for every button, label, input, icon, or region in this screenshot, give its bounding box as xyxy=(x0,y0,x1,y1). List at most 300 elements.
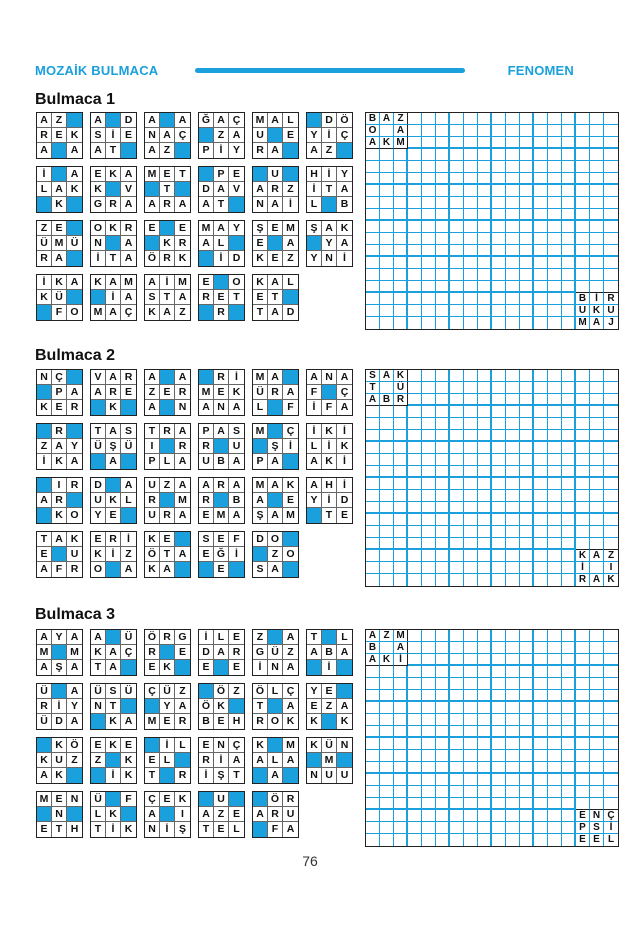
grid-cell xyxy=(604,269,618,281)
mosaic-tile xyxy=(252,629,299,676)
tile-cell: İ xyxy=(37,167,52,182)
grid-cell xyxy=(492,750,506,762)
tile-cell: A xyxy=(145,275,160,290)
tile-cell: Ç xyxy=(337,385,352,400)
grid-cell xyxy=(520,382,534,394)
mosaic-tile xyxy=(198,220,245,267)
grid-cell xyxy=(380,418,394,430)
grid-cell xyxy=(604,738,618,750)
grid-cell xyxy=(450,526,464,538)
grid-cell xyxy=(450,750,464,762)
tile-cell: A xyxy=(121,478,136,493)
grid-cell xyxy=(366,738,380,750)
grid-cell xyxy=(604,233,618,245)
grid-cell xyxy=(408,125,422,137)
grid-letter-cell: A xyxy=(590,550,604,562)
tile-cell: E xyxy=(106,508,121,523)
grid-letter-cell: S xyxy=(590,822,604,834)
tile-cell: I xyxy=(175,807,190,822)
grid-cell xyxy=(520,281,534,293)
grid-cell xyxy=(534,562,548,574)
grid-cell xyxy=(464,786,478,798)
tile-cell: V xyxy=(121,182,136,197)
grid-cell xyxy=(590,678,604,690)
tile-cell: T xyxy=(253,699,268,714)
grid-cell xyxy=(604,370,618,382)
grid-letter-cell: A xyxy=(394,125,408,137)
grid-cell xyxy=(478,418,492,430)
tile-cell: F xyxy=(287,401,294,413)
grid-cell xyxy=(478,430,492,442)
tile-cell: R xyxy=(160,251,175,266)
tile-cell: Y xyxy=(307,251,322,266)
grid-cell xyxy=(506,834,520,846)
grid-cell xyxy=(366,149,380,161)
tile-cell: İ xyxy=(160,738,175,753)
tile-shaded-cell xyxy=(283,562,298,577)
grid-cell xyxy=(492,173,506,185)
grid-cell xyxy=(562,702,576,714)
grid-cell xyxy=(380,774,394,786)
tile-shaded-cell xyxy=(52,645,67,660)
grid-cell xyxy=(492,442,506,454)
tile-cell: A xyxy=(70,455,79,467)
tile-cell: R xyxy=(106,197,121,212)
grid-cell xyxy=(576,738,590,750)
tile-cell: Ü xyxy=(52,290,67,305)
tile-shaded-cell xyxy=(91,714,106,729)
tile-cell: A xyxy=(268,197,283,212)
tile-cell: R xyxy=(175,385,190,400)
tile-cell: İ xyxy=(214,143,229,158)
grid-cell xyxy=(506,281,520,293)
grid-cell xyxy=(394,762,408,774)
grid-cell xyxy=(366,281,380,293)
grid-cell xyxy=(464,810,478,822)
tile-shaded-cell xyxy=(52,684,67,699)
mosaic-tile xyxy=(144,274,191,321)
mosaic-tile xyxy=(144,166,191,213)
grid-cell xyxy=(492,257,506,269)
grid-cell xyxy=(422,113,436,125)
grid-cell xyxy=(520,257,534,269)
grid-letter-cell: A xyxy=(380,113,394,125)
tile-cell: A xyxy=(106,424,121,439)
grid-cell xyxy=(366,466,380,478)
grid-cell xyxy=(450,630,464,642)
tile-shaded-cell xyxy=(268,493,283,508)
grid-cell xyxy=(450,233,464,245)
tile-cell: K xyxy=(337,439,352,454)
tile-shaded-cell xyxy=(214,439,229,454)
grid-cell xyxy=(408,209,422,221)
grid-cell xyxy=(590,514,604,526)
grid-cell xyxy=(562,526,576,538)
tile-cell: M xyxy=(37,792,52,807)
grid-letter-cell: T xyxy=(366,382,380,394)
tile-cell: M xyxy=(283,221,298,236)
grid-cell xyxy=(590,466,604,478)
tile-cell: L xyxy=(175,738,190,753)
grid-cell xyxy=(464,125,478,137)
tile-shaded-cell xyxy=(91,454,106,469)
mosaic-tile xyxy=(198,166,245,213)
grid-cell xyxy=(436,750,450,762)
tile-shaded-cell xyxy=(283,454,298,469)
grid-cell xyxy=(548,526,562,538)
tile-shaded-cell xyxy=(199,792,214,807)
tile-cell: R xyxy=(145,645,160,660)
grid-cell xyxy=(590,762,604,774)
grid-cell xyxy=(562,185,576,197)
tile-shaded-cell xyxy=(37,478,52,493)
grid-cell xyxy=(450,490,464,502)
mosaic-tile xyxy=(90,683,137,730)
grid-cell xyxy=(422,454,436,466)
grid-cell xyxy=(590,786,604,798)
grid-cell xyxy=(534,382,548,394)
tile-cell: K xyxy=(106,714,121,729)
grid-cell xyxy=(436,538,450,550)
grid-cell xyxy=(590,137,604,149)
grid-cell xyxy=(506,317,520,329)
mosaic-tile xyxy=(90,112,137,159)
grid-cell xyxy=(380,245,394,257)
tile-cell: Z xyxy=(37,221,52,236)
tile-cell: A xyxy=(307,454,322,469)
grid-cell xyxy=(562,161,576,173)
tile-shaded-cell xyxy=(199,370,214,385)
tile-shaded-cell xyxy=(121,454,136,469)
grid-cell xyxy=(394,257,408,269)
grid-cell xyxy=(464,750,478,762)
grid-cell xyxy=(590,113,604,125)
grid-cell xyxy=(408,798,422,810)
mosaic-tile xyxy=(144,369,191,416)
mosaic-tile xyxy=(144,683,191,730)
tile-shaded-cell xyxy=(199,251,214,266)
tile-cell: E xyxy=(268,251,283,266)
grid-cell xyxy=(436,394,450,406)
tile-cell: S xyxy=(229,424,244,439)
tile-cell: O xyxy=(70,509,79,521)
grid-cell xyxy=(506,538,520,550)
mosaic-tile xyxy=(36,629,83,676)
grid-cell xyxy=(520,490,534,502)
grid-cell xyxy=(436,654,450,666)
tile-shaded-cell xyxy=(37,385,52,400)
mosaic-tile xyxy=(90,531,137,578)
grid-cell xyxy=(408,726,422,738)
grid-cell xyxy=(450,161,464,173)
grid-cell xyxy=(478,562,492,574)
grid-cell xyxy=(394,502,408,514)
grid-cell xyxy=(576,630,590,642)
tile-cell: E xyxy=(160,385,175,400)
tile-cell: A xyxy=(67,684,82,699)
grid-cell xyxy=(534,317,548,329)
grid-cell xyxy=(520,666,534,678)
grid-cell xyxy=(534,454,548,466)
mosaic-tile xyxy=(36,274,83,321)
tile-cell: F xyxy=(229,532,244,547)
grid-cell xyxy=(366,269,380,281)
grid-cell xyxy=(506,822,520,834)
grid-cell xyxy=(590,406,604,418)
grid-cell xyxy=(520,269,534,281)
grid-cell xyxy=(604,430,618,442)
grid-cell xyxy=(380,197,394,209)
grid-cell xyxy=(464,197,478,209)
grid-cell xyxy=(604,774,618,786)
grid-cell xyxy=(422,418,436,430)
grid-cell xyxy=(394,702,408,714)
tile-shaded-cell xyxy=(106,753,121,768)
tile-cell: E xyxy=(160,167,175,182)
grid-letter-cell: E xyxy=(576,834,590,846)
grid-cell xyxy=(450,774,464,786)
grid-cell xyxy=(576,702,590,714)
grid-cell xyxy=(436,726,450,738)
grid-cell xyxy=(408,382,422,394)
grid-cell xyxy=(464,514,478,526)
tile-shaded-cell xyxy=(106,630,121,645)
grid-cell xyxy=(604,185,618,197)
grid-cell xyxy=(548,738,562,750)
grid-letter-cell: E xyxy=(576,810,590,822)
tile-cell: İ xyxy=(229,370,244,385)
grid-cell xyxy=(604,678,618,690)
tile-shaded-cell xyxy=(337,660,352,675)
grid-cell xyxy=(450,430,464,442)
grid-cell xyxy=(562,490,576,502)
grid-cell xyxy=(590,221,604,233)
grid-cell xyxy=(436,442,450,454)
tile-shaded-cell xyxy=(283,532,298,547)
grid-cell xyxy=(450,642,464,654)
tile-cell: A xyxy=(286,661,295,673)
tile-cell: H xyxy=(232,715,241,727)
grid-letter-cell: A xyxy=(380,370,394,382)
grid-cell xyxy=(394,738,408,750)
grid-cell xyxy=(590,185,604,197)
grid-cell xyxy=(604,382,618,394)
tile-cell: K xyxy=(178,252,187,264)
grid-cell xyxy=(394,317,408,329)
grid-cell xyxy=(422,834,436,846)
mosaic-tile xyxy=(90,737,137,784)
tile-cell: Y xyxy=(337,167,352,182)
grid-cell xyxy=(436,642,450,654)
grid-cell xyxy=(492,630,506,642)
tile-shaded-cell xyxy=(145,236,160,251)
mosaic-tile xyxy=(198,531,245,578)
tile-cell: E xyxy=(145,221,160,236)
grid-cell xyxy=(394,690,408,702)
grid-cell xyxy=(534,245,548,257)
grid-cell xyxy=(534,418,548,430)
tile-cell: E xyxy=(175,645,190,660)
grid-cell xyxy=(506,370,520,382)
tile-cell: K xyxy=(52,454,67,469)
tile-shaded-cell xyxy=(322,630,337,645)
tile-cell: D xyxy=(199,645,214,660)
tile-cell: F xyxy=(52,305,67,320)
grid-cell xyxy=(366,257,380,269)
tile-cell: A xyxy=(253,493,268,508)
mosaic-tile xyxy=(306,683,353,730)
grid-cell xyxy=(408,786,422,798)
grid-cell xyxy=(590,750,604,762)
tile-cell: A xyxy=(124,715,133,727)
tile-shaded-cell xyxy=(229,305,244,320)
tile-cell: İ xyxy=(307,182,322,197)
grid-cell xyxy=(520,654,534,666)
grid-cell xyxy=(422,798,436,810)
grid-letter-cell: Z xyxy=(380,630,394,642)
tile-cell: A xyxy=(232,509,241,521)
grid-cell xyxy=(520,550,534,562)
tile-cell: R xyxy=(199,493,214,508)
grid-cell xyxy=(450,257,464,269)
grid-cell xyxy=(408,502,422,514)
tile-cell: E xyxy=(253,290,268,305)
mosaic-tile xyxy=(198,683,245,730)
grid-cell xyxy=(520,113,534,125)
tile-cell: Z xyxy=(283,182,298,197)
tile-cell: A xyxy=(175,113,190,128)
mosaic-tile xyxy=(306,477,353,524)
tile-shaded-cell xyxy=(67,493,82,508)
tile-shaded-cell xyxy=(52,547,67,562)
tile-cell: T xyxy=(106,143,121,158)
tile-cell: R xyxy=(175,439,190,454)
grid-cell xyxy=(548,798,562,810)
grid-cell xyxy=(366,574,380,586)
grid-cell xyxy=(422,370,436,382)
tile-shaded-cell xyxy=(175,562,190,577)
tile-cell: K xyxy=(145,532,160,547)
grid-letter-cell: O xyxy=(366,125,380,137)
tile-cell: A xyxy=(37,630,52,645)
grid-cell xyxy=(576,786,590,798)
mosaic-tile xyxy=(144,220,191,267)
grid-cell xyxy=(408,550,422,562)
tile-cell: F xyxy=(307,385,322,400)
tile-cell: G xyxy=(175,630,190,645)
grid-cell xyxy=(590,269,604,281)
grid-cell xyxy=(492,281,506,293)
tile-cell: P xyxy=(253,454,268,469)
tile-cell: E xyxy=(214,385,229,400)
grid-cell xyxy=(604,762,618,774)
grid-cell xyxy=(576,221,590,233)
tile-cell: A xyxy=(175,699,190,714)
grid-cell xyxy=(380,822,394,834)
grid-cell xyxy=(548,786,562,798)
grid-cell xyxy=(506,762,520,774)
grid-cell xyxy=(520,786,534,798)
mosaic-tile xyxy=(252,791,299,838)
tile-cell: K xyxy=(160,236,175,251)
tile-cell: N xyxy=(178,401,187,413)
grid-cell xyxy=(366,774,380,786)
tile-cell: N xyxy=(322,370,337,385)
tile-shaded-cell xyxy=(121,660,136,675)
grid-cell xyxy=(506,738,520,750)
grid-cell xyxy=(506,678,520,690)
grid-cell xyxy=(478,750,492,762)
grid-cell xyxy=(520,834,534,846)
tile-cell: Ç xyxy=(283,684,298,699)
tile-cell: E xyxy=(121,128,136,143)
grid-letter-cell: Ç xyxy=(604,810,618,822)
tile-cell: M xyxy=(283,738,298,753)
grid-cell xyxy=(576,466,590,478)
grid-cell xyxy=(408,642,422,654)
grid-cell xyxy=(520,233,534,245)
grid-cell xyxy=(562,666,576,678)
tile-cell: L xyxy=(160,753,175,768)
tile-cell: M xyxy=(145,167,160,182)
grid-cell xyxy=(604,125,618,137)
tile-cell: A xyxy=(121,167,136,182)
grid-cell xyxy=(506,197,520,209)
grid-cell xyxy=(604,418,618,430)
tile-cell: M xyxy=(214,508,229,523)
grid-cell xyxy=(464,714,478,726)
grid-cell xyxy=(436,562,450,574)
grid-cell xyxy=(562,562,576,574)
tile-cell: L xyxy=(160,454,175,469)
tile-cell: U xyxy=(268,167,283,182)
tile-cell: T xyxy=(233,769,240,781)
grid-cell xyxy=(590,702,604,714)
grid-cell xyxy=(520,442,534,454)
grid-cell xyxy=(450,442,464,454)
mosaic-tile xyxy=(36,683,83,730)
grid-cell xyxy=(408,702,422,714)
tile-cell: Ş xyxy=(253,221,268,236)
tile-cell: Y xyxy=(307,684,322,699)
grid-cell xyxy=(422,762,436,774)
tile-shaded-cell xyxy=(214,493,229,508)
grid-cell xyxy=(366,454,380,466)
grid-cell xyxy=(380,209,394,221)
grid-cell xyxy=(464,113,478,125)
tile-cell: Ç xyxy=(121,645,136,660)
tile-shaded-cell xyxy=(268,128,283,143)
grid-cell xyxy=(464,245,478,257)
tile-cell: R xyxy=(178,715,187,727)
grid-cell xyxy=(380,690,394,702)
grid-cell xyxy=(366,430,380,442)
grid-cell xyxy=(408,538,422,550)
grid-cell xyxy=(534,666,548,678)
grid-cell xyxy=(520,810,534,822)
tile-cell: Z xyxy=(322,699,337,714)
grid-cell xyxy=(478,137,492,149)
grid-cell xyxy=(562,394,576,406)
grid-cell xyxy=(590,690,604,702)
tile-cell: F xyxy=(268,822,283,837)
grid-cell xyxy=(590,726,604,738)
grid-cell xyxy=(506,786,520,798)
grid-cell xyxy=(604,654,618,666)
grid-cell xyxy=(478,125,492,137)
tile-cell: R xyxy=(199,290,214,305)
grid-cell xyxy=(436,526,450,538)
